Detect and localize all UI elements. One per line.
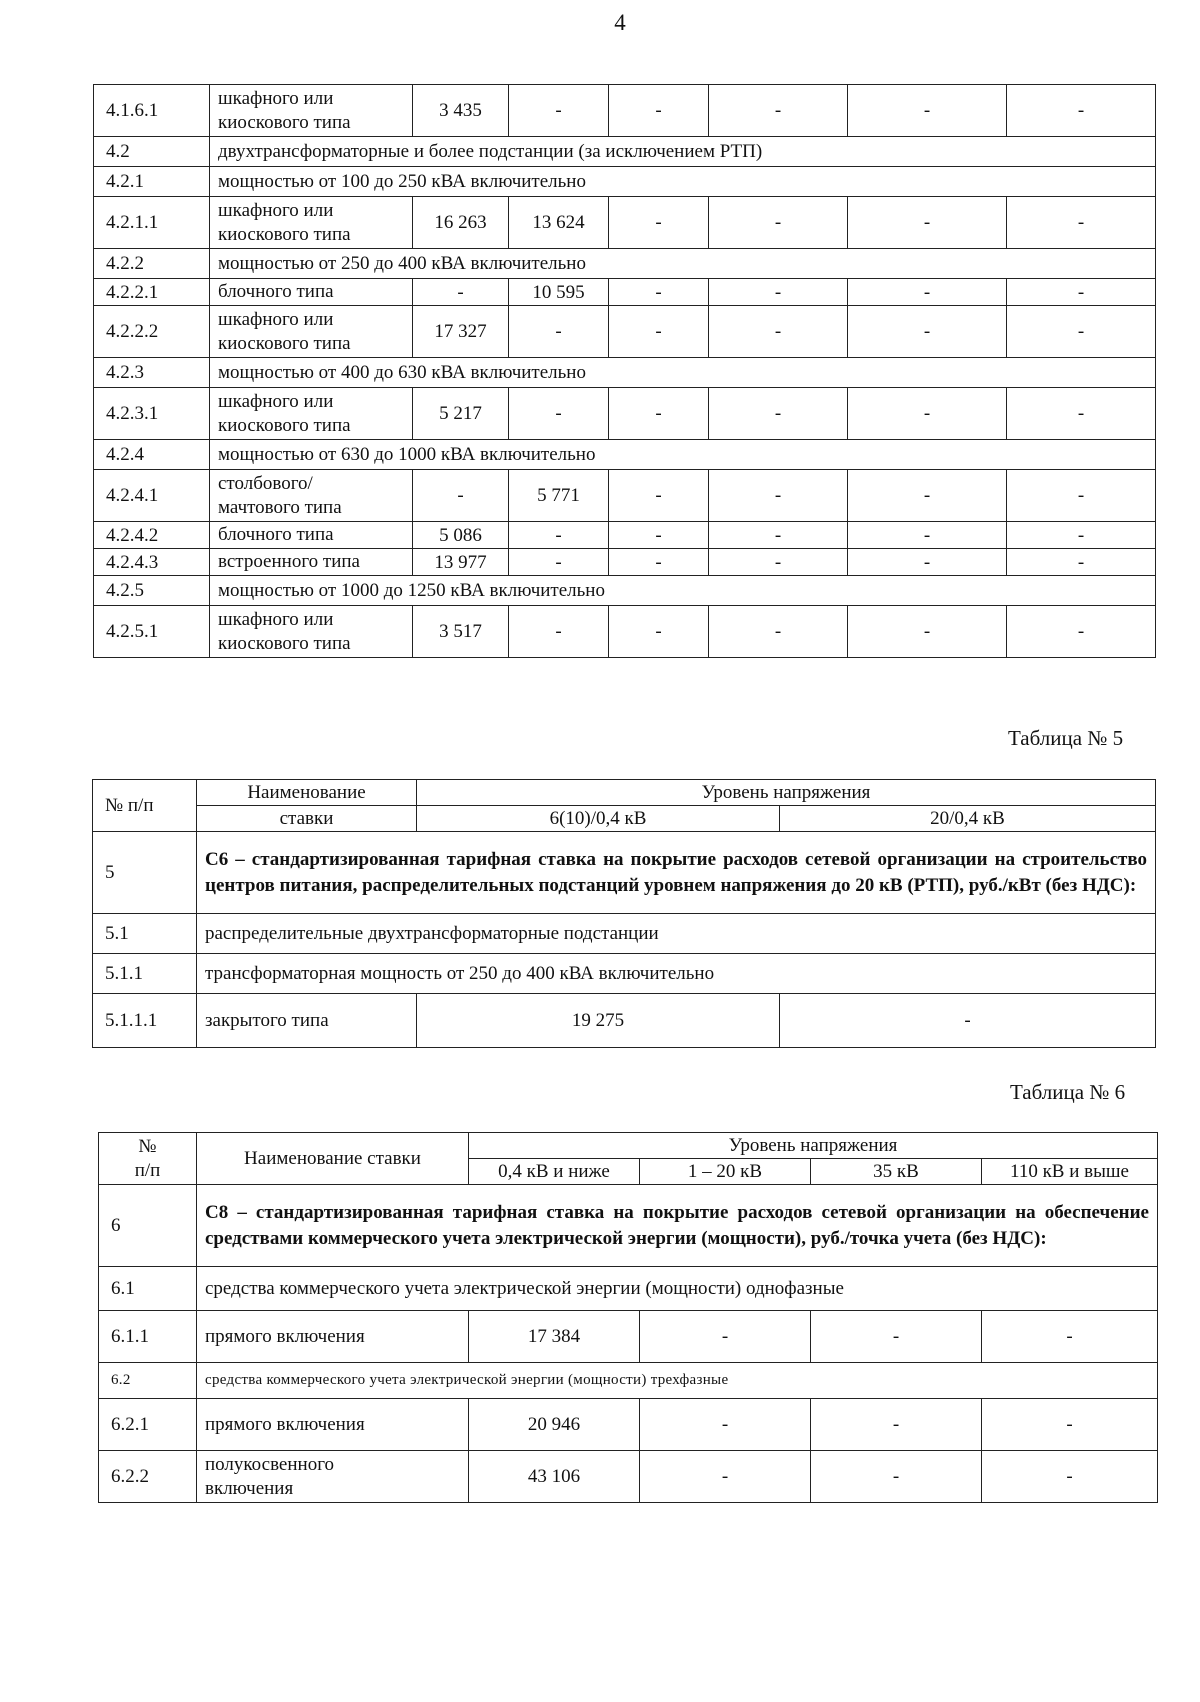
- value-cell: -: [640, 1399, 811, 1451]
- group-title: мощностью от 630 до 1000 кВА включительно: [210, 440, 1156, 470]
- rate-name-line: шкафного или: [218, 87, 334, 109]
- row-number: 6.2: [99, 1363, 197, 1399]
- rate-name: [197, 1451, 469, 1503]
- value-cell: -: [1007, 470, 1156, 522]
- value-cell: -: [709, 549, 848, 576]
- header-level-1-20kv: 1 – 20 кВ: [640, 1159, 811, 1185]
- value-cell: -: [609, 279, 709, 306]
- header-level-0-4kv: 0,4 кВ и ниже: [469, 1159, 640, 1185]
- value-cell: -: [1007, 85, 1156, 137]
- section-title: С8 – стандартизированная тарифная ставка на покрытие расходов сетевой организации на обеспечение средствами коммерческого учета электрической энергии (мощности), руб./точка учета (без НДС):: [197, 1185, 1158, 1267]
- value-cell: -: [848, 306, 1007, 358]
- row-number: 4.2.5.1: [94, 606, 210, 658]
- value-cell: 5 086: [413, 522, 509, 549]
- table-6-caption: Таблица № 6: [1010, 1080, 1126, 1104]
- value-cell: -: [1007, 522, 1156, 549]
- value-cell: -: [609, 197, 709, 249]
- rate-name-line: столбового/: [218, 472, 313, 494]
- group-title: трансформаторная мощность от 250 до 400 кВА включительно: [197, 954, 1156, 994]
- table-4-continuation: [93, 84, 1156, 658]
- row-number: 4.2.2.1: [94, 279, 210, 306]
- table-row: [99, 1451, 1158, 1503]
- row-number: 4.2.2.2: [94, 306, 210, 358]
- value-cell: -: [982, 1399, 1158, 1451]
- value-cell: -: [609, 306, 709, 358]
- table-row: [94, 306, 1156, 358]
- rate-name: [197, 1311, 469, 1363]
- group-title: мощностью от 100 до 250 кВА включительно: [210, 167, 1156, 197]
- value-cell: -: [1007, 197, 1156, 249]
- row-number: 4.2: [94, 137, 210, 167]
- value-cell: -: [848, 197, 1007, 249]
- group-row: [94, 137, 1156, 167]
- row-number: 4.2.3.1: [94, 388, 210, 440]
- value-cell: -: [848, 522, 1007, 549]
- rate-name-line: шкафного или: [218, 199, 334, 221]
- value-cell: -: [413, 279, 509, 306]
- value-cell: -: [848, 85, 1007, 137]
- group-title: распределительные двухтрансформаторные подстанции: [197, 914, 1156, 954]
- group-row: [99, 1363, 1158, 1399]
- value-cell: 5 217: [413, 388, 509, 440]
- header-voltage-level: Уровень напряжения: [417, 780, 1156, 806]
- value-cell: -: [848, 549, 1007, 576]
- group-title: средства коммерческого учета электрической энергии (мощности) однофазные: [197, 1267, 1158, 1311]
- group-title: мощностью от 1000 до 1250 кВА включительно: [210, 576, 1156, 606]
- group-row: [94, 167, 1156, 197]
- rate-name: [210, 197, 413, 249]
- value-cell: 20 946: [469, 1399, 640, 1451]
- row-number: 6.1.1: [99, 1311, 197, 1363]
- value-cell: -: [609, 388, 709, 440]
- row-number: 5.1.1: [93, 954, 197, 994]
- group-row: [94, 358, 1156, 388]
- rate-name: [210, 470, 413, 522]
- group-title: мощностью от 400 до 630 кВА включительно: [210, 358, 1156, 388]
- value-cell: 13 977: [413, 549, 509, 576]
- value-cell: 16 263: [413, 197, 509, 249]
- value-cell: -: [848, 388, 1007, 440]
- header-level-35kv: 35 кВ: [811, 1159, 982, 1185]
- rate-name: [210, 388, 413, 440]
- section-title: С6 – стандартизированная тарифная ставка на покрытие расходов сетевой организации на строительство центров питания, распределительных подстанций уровнем напряжения до 20 кВ (РТП), руб./кВт (без НДС):: [197, 832, 1156, 914]
- group-row: [94, 249, 1156, 279]
- value-cell: -: [1007, 306, 1156, 358]
- group-title: мощностью от 250 до 400 кВА включительно: [210, 249, 1156, 279]
- value-cell: -: [609, 470, 709, 522]
- row-number: 4.2.4.3: [94, 549, 210, 576]
- rate-name-line: шкафного или: [218, 308, 334, 330]
- value-cell: -: [848, 279, 1007, 306]
- value-cell: 43 106: [469, 1451, 640, 1503]
- rate-name: [210, 85, 413, 137]
- group-row: [99, 1267, 1158, 1311]
- value-cell: -: [509, 388, 609, 440]
- row-number: 6.2.1: [99, 1399, 197, 1451]
- table-row: [94, 606, 1156, 658]
- group-row: [94, 440, 1156, 470]
- value-cell: -: [709, 197, 848, 249]
- row-number: 4.2.1: [94, 167, 210, 197]
- value-cell: -: [709, 522, 848, 549]
- rate-name: [197, 1399, 469, 1451]
- value-cell: 17 384: [469, 1311, 640, 1363]
- row-number: 6.2.2: [99, 1451, 197, 1503]
- header-name: Наименование ставки: [197, 1133, 469, 1185]
- header-num: [99, 1133, 197, 1185]
- table-row: [94, 470, 1156, 522]
- rate-name-line: шкафного или: [218, 390, 334, 412]
- rate-name: [210, 606, 413, 658]
- row-number: 5.1: [93, 914, 197, 954]
- row-number: 4.1.6.1: [94, 85, 210, 137]
- table-row: [93, 994, 1156, 1048]
- value-cell: -: [509, 522, 609, 549]
- rate-name-line: полукосвенного: [205, 1453, 335, 1475]
- value-cell: 19 275: [417, 994, 780, 1048]
- header-level-20kv: 20/0,4 кВ: [780, 806, 1156, 832]
- table-row: [94, 197, 1156, 249]
- row-number: 4.2.4.2: [94, 522, 210, 549]
- rate-name-line: киоскового типа: [218, 332, 351, 354]
- rate-name-line: шкафного или: [218, 608, 334, 630]
- table-row: [94, 549, 1156, 576]
- value-cell: -: [1007, 549, 1156, 576]
- value-cell: 3 435: [413, 85, 509, 137]
- rate-name-line: киоскового типа: [218, 414, 351, 436]
- value-cell: 10 595: [509, 279, 609, 306]
- value-cell: -: [1007, 388, 1156, 440]
- value-cell: -: [609, 522, 709, 549]
- rate-name: [210, 279, 413, 306]
- table-5-caption: Таблица № 5: [1008, 726, 1124, 750]
- section-num: 5: [93, 832, 197, 914]
- value-cell: -: [709, 306, 848, 358]
- row-number: 4.2.1.1: [94, 197, 210, 249]
- row-number: 6.1: [99, 1267, 197, 1311]
- value-cell: -: [709, 388, 848, 440]
- table-row: [94, 522, 1156, 549]
- table-row: [94, 279, 1156, 306]
- value-cell: -: [709, 606, 848, 658]
- value-cell: -: [848, 470, 1007, 522]
- value-cell: 3 517: [413, 606, 509, 658]
- value-cell: -: [509, 306, 609, 358]
- value-cell: 5 771: [509, 470, 609, 522]
- value-cell: -: [509, 85, 609, 137]
- row-number: 4.2.4: [94, 440, 210, 470]
- row-number: 5.1.1.1: [93, 994, 197, 1048]
- table-6: [98, 1132, 1158, 1503]
- rate-name-line: включения: [205, 1477, 294, 1499]
- value-cell: -: [811, 1451, 982, 1503]
- table-5: [92, 779, 1156, 1048]
- value-cell: -: [413, 470, 509, 522]
- rate-name: [210, 522, 413, 549]
- value-cell: -: [780, 994, 1156, 1048]
- rate-name: [210, 306, 413, 358]
- rate-name-line: встроенного типа: [218, 551, 360, 572]
- header-num: № п/п: [93, 780, 197, 832]
- rate-name-line: киоскового типа: [218, 632, 351, 654]
- group-row: [94, 576, 1156, 606]
- rate-name-line: прямого включения: [205, 1325, 365, 1347]
- value-cell: -: [609, 549, 709, 576]
- value-cell: -: [509, 549, 609, 576]
- rate-name: закрытого типа: [197, 994, 417, 1048]
- header-level-110kv: 110 кВ и выше: [982, 1159, 1158, 1185]
- value-cell: -: [609, 606, 709, 658]
- row-number: 4.2.4.1: [94, 470, 210, 522]
- value-cell: -: [848, 606, 1007, 658]
- table-row: [99, 1399, 1158, 1451]
- header-level-6-10kv: 6(10)/0,4 кВ: [417, 806, 780, 832]
- row-number: 4.2.2: [94, 249, 210, 279]
- section-num: 6: [99, 1185, 197, 1267]
- header-voltage-level: Уровень напряжения: [469, 1133, 1158, 1159]
- value-cell: -: [609, 85, 709, 137]
- row-number: 4.2.3: [94, 358, 210, 388]
- rate-name-line: киоскового типа: [218, 223, 351, 245]
- rate-name-line: прямого включения: [205, 1413, 365, 1435]
- rate-name-line: блочного типа: [218, 281, 334, 302]
- header-name-line1: Наименование: [197, 780, 417, 806]
- value-cell: -: [1007, 606, 1156, 658]
- value-cell: -: [982, 1311, 1158, 1363]
- group-row: [93, 914, 1156, 954]
- header-num-line1: №: [138, 1135, 157, 1157]
- value-cell: 17 327: [413, 306, 509, 358]
- value-cell: -: [640, 1451, 811, 1503]
- value-cell: -: [709, 85, 848, 137]
- table-row: [99, 1311, 1158, 1363]
- group-title: двухтрансформаторные и более подстанции (за исключением РТП): [210, 137, 1156, 167]
- group-row: [93, 954, 1156, 994]
- value-cell: -: [811, 1399, 982, 1451]
- value-cell: -: [640, 1311, 811, 1363]
- value-cell: 13 624: [509, 197, 609, 249]
- header-num-line2: п/п: [134, 1159, 161, 1181]
- group-title: средства коммерческого учета электрической энергии (мощности) трехфазные: [197, 1363, 1158, 1399]
- rate-name-line: мачтового типа: [218, 496, 342, 518]
- value-cell: -: [709, 279, 848, 306]
- value-cell: -: [1007, 279, 1156, 306]
- row-number: 4.2.5: [94, 576, 210, 606]
- table-row: [94, 85, 1156, 137]
- rate-name-line: блочного типа: [218, 524, 334, 545]
- table-row: [94, 388, 1156, 440]
- rate-name-line: киоскового типа: [218, 111, 351, 133]
- value-cell: -: [509, 606, 609, 658]
- header-name-line2: ставки: [197, 806, 417, 832]
- value-cell: -: [982, 1451, 1158, 1503]
- value-cell: -: [811, 1311, 982, 1363]
- rate-name: [210, 549, 413, 576]
- value-cell: -: [709, 470, 848, 522]
- page-number: 4: [614, 10, 626, 35]
